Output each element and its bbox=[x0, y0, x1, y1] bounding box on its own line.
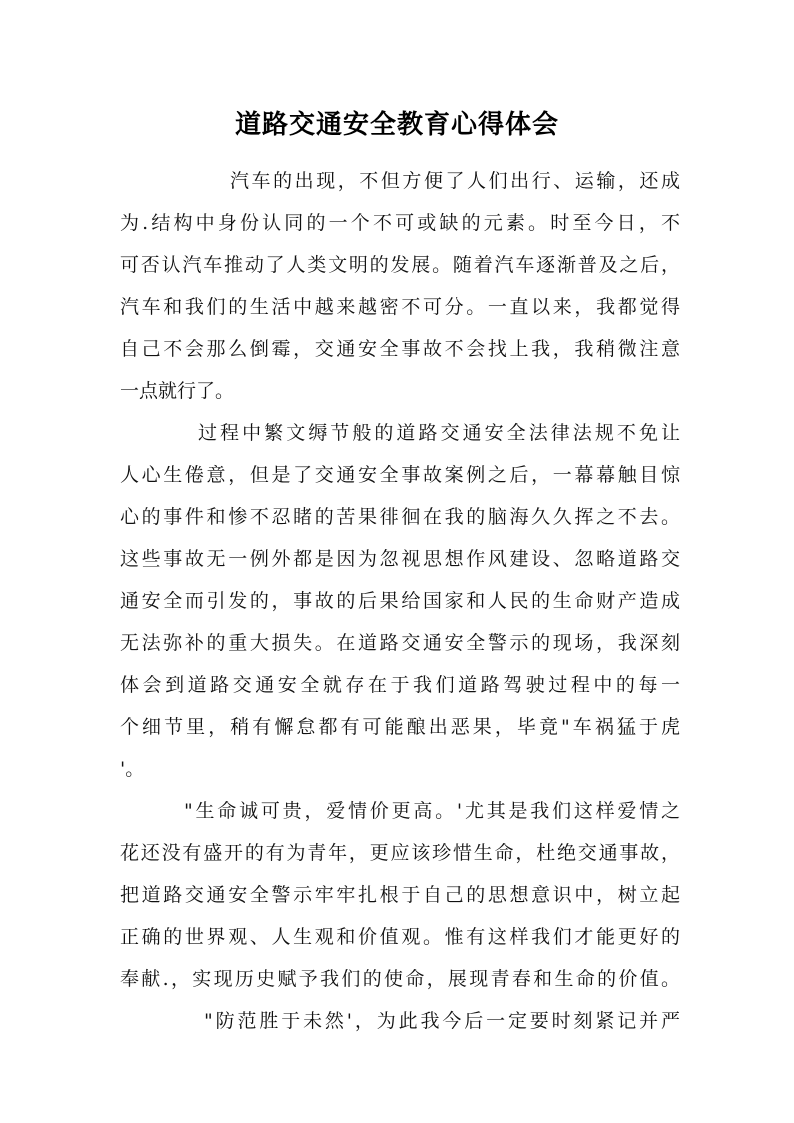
text-line: 汽车和我们的生活中越来越密不可分。一直以来，我都觉得 bbox=[120, 296, 680, 318]
text-line: 奉献.，实现历史赋予我们的使命，展现青春和生命的价值。 bbox=[120, 968, 680, 990]
text-line: 这些事故无一例外都是因为忽视思想作风建设、忽略道路交 bbox=[120, 548, 680, 570]
document-title: 道路交通安全教育心得体会 bbox=[234, 110, 559, 140]
document-body bbox=[120, 160, 680, 1042]
text-line: "生命诚可贵，爱情价更高。'尤其是我们这样爱情之 bbox=[184, 800, 680, 822]
text-line: 花还没有盛开的有为青年，更应该珍惜生命，杜绝交通事故， bbox=[120, 842, 680, 864]
text-line: 把道路交通安全警示牢牢扎根于自己的思想意识中，树立起 bbox=[120, 884, 680, 906]
text-line: 为.结构中身份认同的一个不可或缺的元素。时至今日，不 bbox=[120, 212, 680, 234]
text-line: 无法弥补的重大损失。在道路交通安全警示的现场，我深刻 bbox=[120, 632, 680, 654]
text-line: 一点就行了。 bbox=[120, 380, 235, 402]
text-line: 人心生倦意，但是了交通安全事故案例之后，一幕幕触目惊 bbox=[120, 464, 680, 486]
text-line: "防范胜于未然'，为此我今后一定要时刻紧记并严 bbox=[204, 1010, 680, 1032]
text-line: 可否认汽车推动了人类文明的发展。随着汽车逐渐普及之后， bbox=[120, 254, 680, 276]
text-line: '。 bbox=[120, 758, 145, 780]
text-line: 个细节里，稍有懈怠都有可能酿出恶果，毕竟"车祸猛于虎 bbox=[120, 716, 680, 738]
text-line: 体会到道路交通安全就存在于我们道路驾驶过程中的每一 bbox=[120, 674, 680, 696]
text-line: 通安全而引发的，事故的后果给国家和人民的生命财产造成 bbox=[120, 590, 680, 612]
text-line: 正确的世界观、人生观和价值观。惟有这样我们才能更好的 bbox=[120, 926, 680, 948]
text-line: 自己不会那么倒霉，交通安全事故不会找上我，我稍微注意 bbox=[120, 338, 680, 360]
text-line: 心的事件和惨不忍睹的苦果徘徊在我的脑海久久挥之不去。 bbox=[120, 506, 680, 528]
text-line: 汽车的出现，不但方便了人们出行、运输，还成 bbox=[230, 170, 680, 192]
text-line: 过程中繁文缛节般的道路交通安全法律法规不免让 bbox=[198, 422, 680, 444]
